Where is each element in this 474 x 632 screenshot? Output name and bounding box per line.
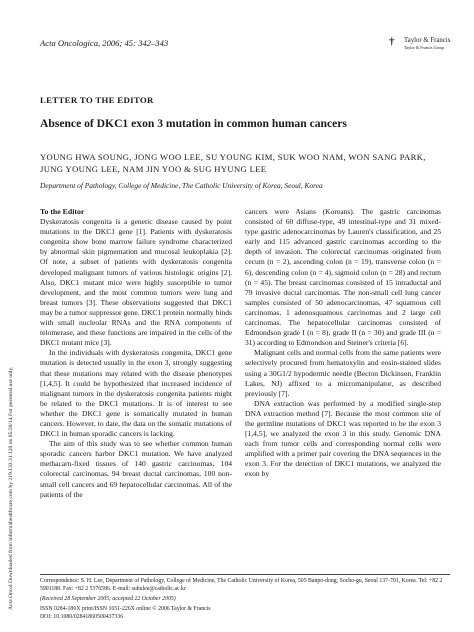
journal-citation: Acta Oncologica, 2006; 45: 342–343 [40, 38, 169, 48]
paragraph: The aim of this study was to see whether common human sporadic cancers harbor DKC1 mutation. We have analyzed methacarn-fixed tissues of 140 gastric carcinomas, 104 colorectal carcinomas, 94 breast ductal carcinomas, 100 non-small cell cancers and 69 hepatocellular carcinomas. All of the patients of the [40, 439, 232, 499]
paragraph: Dyskeratosis congenita is a genetic disease caused by point mutations in the DKC1 gene [1]. Patients with dyskeratosis congenita show bone marrow failure syndrome characterized by abnormal skin pigmentation and mucosal leukoplakia [2]. Of note, a subset of patients with dyskeratosis congenita developed malignant tumors of various histologic origins [2]. Also, DKC1 mutant mice were highly susceptible to tumor development, and the most common tumors were lung and breast tumors [3]. These observations suggested that DKC1 may be a tumor suppressor gene. DKC1 protein normally binds with small nucleolar RNAs and the RNA components of telomerase, and these functions are impaired in the cells of the DKC1 mutant mice [3]. [40, 217, 232, 348]
author-list: YOUNG HWA SOUNG, JONG WOO LEE, SU YOUNG KIM, SUK WOO NAM, WON SANG PARK, JUNG YOUNG LEE, NAM JIN YOO & SUG HYUNG LEE [40, 152, 426, 175]
paragraph: DNA extraction was performed by a modified single-step DNA extraction method [7]. Because the most common site of the germline mutations of DKC1 was reported to be the exon 3 [1,4,5], we analyzed the exon 3 in this study. Genomic DNA each from tumor cells and corresponding normal cells were amplified with a primer pair covering the DNA sequences in the exon 3. For the detection of DKC1 mutations, we analyzed the exon by [245, 398, 441, 479]
publisher-subname: Taylor & Francis Group [404, 45, 445, 50]
publisher-name: Taylor & Francis [404, 37, 451, 44]
affiliation: Department of Pathology, College of Medicine, The Catholic University of Korea, Seoul, Korea [40, 181, 323, 190]
footnote-divider [40, 574, 450, 575]
publisher-logo [389, 36, 451, 60]
left-column [40, 207, 232, 500]
to-the-editor-heading: To the Editor [40, 207, 85, 216]
paragraph: Malignant cells and normal cells from the same patients were selectively procured from hematoxylin and eosin-stained slides using a 30G1/2 hypodermic needle (Becton Dickinson, Franklin Lakes, NJ) affixed to a micromanipulator, as described previously [7]. [245, 348, 441, 398]
doi-line: DOI: 10.1080/02841860500437336 [40, 614, 124, 620]
correspondence-note: Correspondence: S. H. Lee, Department of Pathology, College of Medicine, The Catholic University of Korea, 505 Banpo-dong, Socho-gu, Seoul 137-701, Korea. Tel: +82 2 5901188. Fax: +82 2 5376586. E-mail: suhulee@catholic.ac.kr [40, 578, 443, 592]
download-watermark-text: Acta Oncol Downloaded from informahealthcare.com by 219.133.31.120 on 05/20/14 For personal use only. [8, 366, 14, 610]
download-watermark [8, 330, 20, 620]
right-column [245, 207, 441, 480]
paragraph: cancers were Asians (Koreans). The gastric carcinomas consisted of 60 diffuse-type, 49 intestinal-type and 31 mixed-type gastric adenocarcinomas by Lauren's classification, and 25 early and 115 advanced gastric carcinomas according to the depth of invasion. The colorectal carcinomas originated from cecum (n = 2), ascending colon (n = 19), transverse colon (n = 6), descending colon (n = 4), sigmoid colon (n = 28) and rectum (n = 45). The breast carcinomas consisted of 15 intraductal and 79 invasive ductal carcinomas. The non-small cell lung cancer samples consisted of 50 adenocarcinomas, 47 squamous cell carcinomas, 1 adenosquamous carcinomas and 2 large cell carcinomas. The hepatocellular carcinomas consisted of Edmondson grade I (n = 8), grade II (n = 30) and grade III (n = 31) according to Edmondson and Steiner's criteria [6]. [245, 207, 441, 348]
received-dates: (Received 28 September 2005; accepted 22 October 2005) [40, 596, 176, 602]
paragraph: In the individuals with dyskeratosis congenita, DKC1 gene mutation is detected usually in the exon 3, strongly suggesting that these mutations may related with the disease phenotypes [1,4,5]. It could be hypothesized that increased incidence of malignant tumors in the dyskeratosis congenita patients might be related to the DKC1 mutations. It is of interest to see whether the DKC1 gene is somatically mutated in human cancers. However, to date, the data on the somatic mutations of DKC1 in human sporadic cancers is lacking. [40, 348, 232, 439]
publisher-mark-icon: † [389, 36, 395, 48]
issn-line: ISSN 0284-186X print/ISSN 1651-226X online © 2006 Taylor & Francis [40, 606, 211, 612]
section-label: LETTER TO THE EDITOR [40, 95, 154, 105]
article-title: Absence of DKC1 exon 3 mutation in common human cancers [40, 117, 347, 130]
